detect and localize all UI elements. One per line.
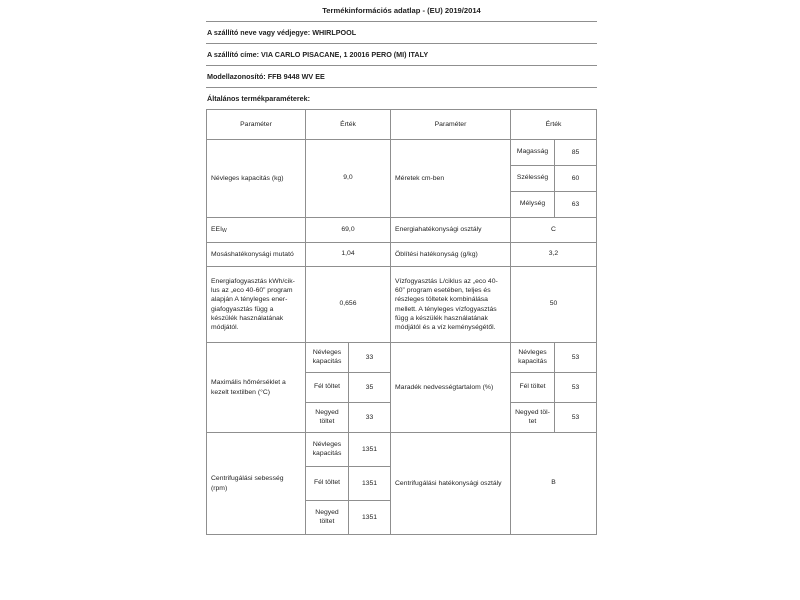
row-maxtemp-moisture [207,342,596,432]
eei-param [207,218,305,242]
spin-speed-quarter-value: 1351 [361,514,378,521]
residual-moisture-row-rated [511,343,596,372]
document-title: Termékinformációs adatlap - (EU) 2019/2014 [322,6,481,15]
residual-moisture-half-label: Fél töltet [511,373,555,402]
table-header-row [207,110,596,139]
energy-consumption-value: 0,656 [305,267,390,342]
residual-moisture-quarter-value: 53 [571,414,580,421]
row-washing-rinsing [207,242,596,266]
washing-index-param: Mosáshatékonysági mutató [211,250,294,258]
energy-class-param: Energiahatékonysági osztály [390,218,510,242]
residual-moisture-subtable [510,343,596,432]
energy-class-value: C [510,218,596,242]
spin-speed-quarter-label: Negyed töltet [306,501,349,534]
dimension-height-value: 85 [571,149,580,156]
max-temp-quarter-value: 33 [365,414,374,421]
supplier-name-line: A szállító neve vagy védjegye: WHIRLPOOL [206,21,597,43]
water-consumption-param: Vízfogyasztás L/ciklus az „eco 40-60” program esetében, teljes és részleges töltetek kombinálása mellett. A tényleges vízfogyasztás függ a készülék használatának módjától és a víz keménységétől. [390,267,510,342]
max-temp-half-label: Fél töltet [306,373,349,402]
residual-moisture-row-half [511,372,596,402]
model-identifier-line: Modellazonosító: FFB 9448 WV EE [206,65,597,87]
spin-class-param: Centrifugálási hatékonysági osztály [390,433,510,534]
max-temp-param: Maximális hőmérséklet a kezelt textilben (°C) [211,379,286,396]
row-energy-water [207,266,596,342]
max-temp-rated-value: 33 [365,354,374,361]
header-value-right: Érték [510,110,596,139]
residual-moisture-row-quarter [511,402,596,432]
row-eei-energyclass [207,217,596,242]
document-content [206,4,597,535]
water-consumption-value: 50 [510,267,596,342]
residual-moisture-half-value: 53 [571,384,580,391]
capacity-value: 9,0 [305,140,390,217]
residual-moisture-quarter-label: Negyed töl-tet [511,403,555,432]
max-temp-rated-label: Névleges kapacitás [306,343,349,372]
dimension-height-label: Magasság [511,140,555,165]
washing-index-value: 1,04 [305,243,390,266]
rinsing-value: 3,2 [510,243,596,266]
max-temp-subtable [305,343,390,432]
max-temp-row-half [306,372,390,402]
eei-param-subscript: W [221,228,227,235]
dimension-width-label: Szélesség [511,166,555,191]
capacity-param: Névleges kapacitás (kg) [211,174,284,182]
spin-speed-param: Centrifugálási sebesség (rpm) [211,475,284,492]
residual-moisture-rated-value: 53 [571,354,580,361]
spin-speed-row-rated [306,433,390,466]
dimension-row-height [511,140,596,165]
max-temp-quarter-label: Negyed töltet [306,403,349,432]
header-param-right: Paraméter [390,110,510,139]
max-temp-half-value: 35 [365,384,374,391]
spin-speed-half-label: Fél töltet [306,467,349,500]
spin-speed-row-half [306,466,390,500]
eei-param-base: EEI [211,226,222,234]
spin-speed-row-quarter [306,500,390,534]
spin-speed-rated-label: Névleges kapacitás [306,433,349,466]
dimensions-subtable [510,140,596,217]
row-spinspeed-spinclass [207,432,596,534]
dimension-width-value: 60 [571,175,580,182]
dimensions-param: Méretek cm-ben [390,140,510,217]
max-temp-row-rated [306,343,390,372]
residual-moisture-rated-label: Névleges kapacitás [511,343,555,372]
spin-speed-rated-value: 1351 [361,446,378,453]
energy-consumption-param: Energiafogyasztás kWh/cik-lus az „eco 40-60” program alapján A tényleges ener-giafogyasztás függ a készülék használatának módjától. [211,277,295,331]
eei-value: 69,0 [305,218,390,242]
dimension-row-width [511,165,596,191]
parameters-table [206,109,597,535]
dimension-depth-value: 63 [571,201,580,208]
residual-moisture-param: Maradék nedvességtartalom (%) [390,343,510,432]
header-value-left: Érték [305,110,390,139]
spin-speed-subtable [305,433,390,534]
max-temp-row-quarter [306,402,390,432]
supplier-address-line: A szállító címe: VIA CARLO PISACANE, 1 20016 PERO (MI) ITALY [206,43,597,65]
rinsing-param: Öblítési hatékonyság (g/kg) [390,243,510,266]
spin-speed-half-value: 1351 [361,480,378,487]
row-capacity-dimensions [207,139,596,217]
general-parameters-heading: Általános termékparaméterek: [206,87,597,109]
dimension-depth-label: Mélység [511,192,555,217]
dimension-row-depth [511,191,596,217]
header-param-left: Paraméter [240,121,272,128]
spin-class-value: B [510,433,596,534]
